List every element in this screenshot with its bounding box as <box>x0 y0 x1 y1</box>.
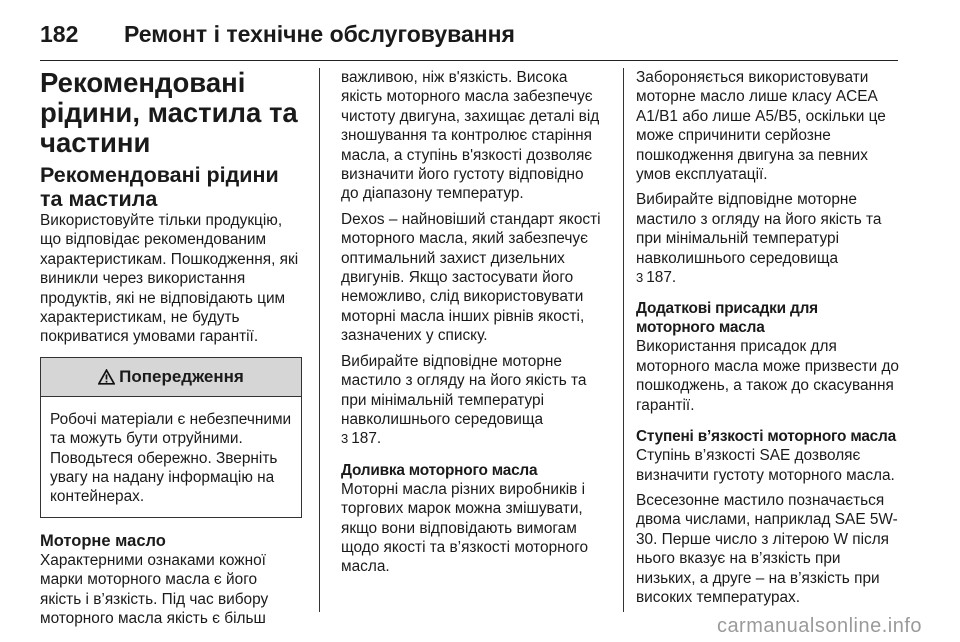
page-reference-link[interactable]: 187. <box>646 269 677 287</box>
topping-up-heading: Доливка моторного масла <box>341 461 538 479</box>
section-title: Рекомендовані рідини, мастила та частини <box>40 67 298 158</box>
viscosity-heading: Ступені в’язкості моторного масла <box>636 428 896 446</box>
paragraph-text: Вибирайте відповідне моторне мастило з огляду на його якість та при мінімальній температурі навколишнього середовища <box>636 191 882 267</box>
chapter-title: Ремонт і технічне обслуговування <box>124 20 515 47</box>
additives-heading: Додаткові присадки для моторного масла <box>636 300 818 337</box>
engine-oil-heading: Моторне масло <box>40 531 166 550</box>
paragraph: Ступінь в’язкості SAE дозволяє визначити густоту моторного масла. <box>636 447 895 484</box>
page-ref-arrow-icon: 3 <box>341 431 349 447</box>
column-2 <box>341 68 603 583</box>
page-header <box>40 14 515 54</box>
engine-oil-paragraph: Характерними ознаками кожної марки моторного масла є його якість і в’язкість. Під час вибору моторного масла якість є більш <box>40 551 269 628</box>
warning-triangle-icon <box>98 369 115 385</box>
paragraph: Моторні масла різних виробників і торгових марок можна змішувати, якщо вони відповідають вимогам щодо якості та в’язкості моторного масла. <box>341 480 589 576</box>
paragraph <box>341 352 603 449</box>
warning-box <box>40 357 302 518</box>
paragraph <box>636 190 900 287</box>
paragraph: Dexos – найновіший стандарт якості моторного масла, який забезпечує оптимальний захист дизельних двигунів. Якщо застосувати його неможливо, слід використовувати моторні масла інших рівнів якості, зазначених у списку. <box>341 210 601 345</box>
paragraph-text: Вибирайте відповідне моторне мастило з огляду на його якість та при мінімальній температурі навколишнього середовища <box>341 352 587 428</box>
column-divider-2 <box>623 68 624 612</box>
paragraph: важливою, ніж в'язкість. Висока якість моторного масла забезпечує чистоту двигуна, захищає деталі від зношування та контролює старіння масла, а ступінь в'язкості дозволяє визначити його густоту відповідно до діапазону температур. <box>341 69 600 203</box>
page-reference-link[interactable]: 187. <box>351 430 382 448</box>
column-3 <box>636 68 900 613</box>
paragraph: Забороняється використовувати моторне масло лише класу ACEA A1/B1 або лише A5/B5, оскільки це може спричинити серйозне пошкодження двигуна за певних умов експлуатації. <box>636 69 886 184</box>
subsection-title: Рекомендовані рідини та мастила <box>40 163 279 211</box>
page-number: 182 <box>40 20 79 47</box>
watermark: carmanualsonline.info <box>716 615 922 637</box>
column-divider-1 <box>319 68 320 612</box>
warning-text: Робочі матеріали є небезпечними та можуть бути отруйними. Поводьтеся обережно. Зверніть увагу на надану інформацію на контейнерах. <box>50 410 292 506</box>
header-rule <box>40 60 898 61</box>
warning-header <box>41 358 301 397</box>
paragraph: Використання присадок для моторного масла може призвести до пошкоджень, а також до скасування гарантії. <box>636 338 899 414</box>
column-1 <box>40 68 302 635</box>
paragraph: Всесезонне мастило позначається двома числами, наприклад SAE 5W-30. Перше число з літерою W після нього вказує на в’язкість при низьких, а друге – на в’язкість при високих температурах. <box>636 491 898 606</box>
page-ref-arrow-icon: 3 <box>636 270 644 286</box>
warning-title: Попередження <box>119 367 244 387</box>
intro-paragraph: Використовуйте тільки продукцію, що відповідає рекомендованим характеристикам. Пошкодження, які виникли через використання продуктів, які не відповідають цим характеристикам, не будуть покриватися умовами гарантії. <box>40 212 299 346</box>
